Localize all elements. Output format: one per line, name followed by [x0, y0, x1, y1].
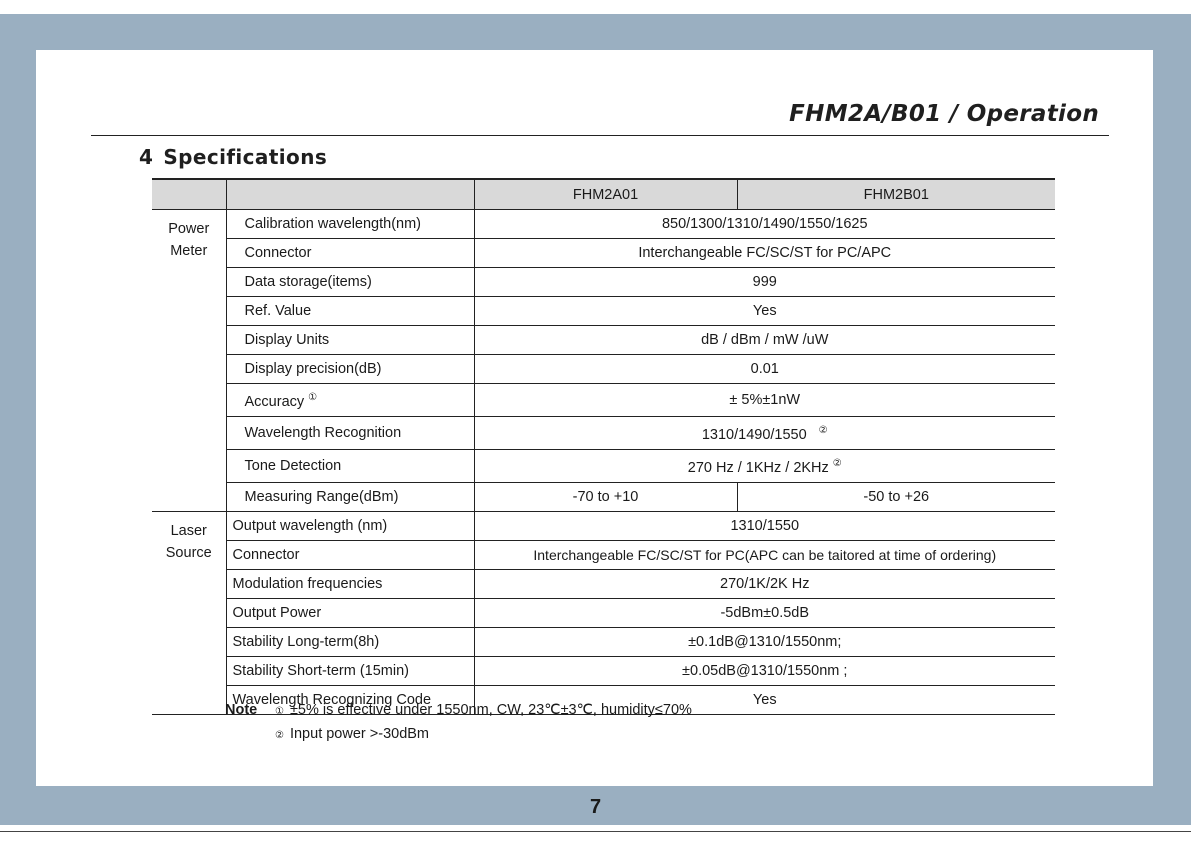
param-cell: Display Units — [226, 326, 474, 355]
param-cell: Calibration wavelength(nm) — [226, 210, 474, 239]
table-row — [152, 297, 1055, 326]
footnote-mark: ② — [275, 730, 284, 741]
note-line-1: Note ① ±5% is effective under 1550nm, CW, 23℃±3℃, humidity≤70% — [225, 699, 692, 723]
table-row — [152, 599, 1055, 628]
param-cell: Output Power — [226, 599, 474, 628]
value-cell: Interchangeable FC/SC/ST for PC(APC can be taitored at time of ordering) — [474, 541, 1055, 570]
value-cell: ± 5%±1nW — [474, 384, 1055, 417]
table-row — [152, 483, 1055, 512]
value-cell: Yes — [474, 686, 1055, 715]
param-cell: Tone Detection — [226, 450, 474, 483]
footnote-mark: ② — [818, 425, 828, 436]
table-header-row — [152, 179, 1055, 210]
table-row — [152, 541, 1055, 570]
param-cell: Stability Short-term (15min) — [226, 657, 474, 686]
table-row — [152, 384, 1055, 417]
param-cell: Connector — [226, 541, 474, 570]
header-cell-fhm2b01: FHM2B01 — [737, 179, 1055, 210]
note-label: Note — [225, 702, 258, 718]
table-row — [152, 268, 1055, 297]
table-row — [152, 210, 1055, 239]
value-cell: ±0.05dB@1310/1550nm ; — [474, 657, 1055, 686]
value-cell: dB / dBm / mW /uW — [474, 326, 1055, 355]
param-cell: Stability Long-term(8h) — [226, 628, 474, 657]
page-number: 7 — [589, 796, 602, 818]
value-cell: 1310/1550 — [474, 512, 1055, 541]
note-line-2: ② Input power >-30dBm — [275, 726, 430, 742]
table-row — [152, 570, 1055, 599]
value-cell-fhm2b01: -50 to +26 — [737, 483, 1055, 512]
table-row — [152, 355, 1055, 384]
value-cell: ±0.1dB@1310/1550nm; — [474, 628, 1055, 657]
header-title: FHM2A/B01 / Operation — [789, 101, 1099, 127]
value-cell: Interchangeable FC/SC/ST for PC/APC — [474, 239, 1055, 268]
value-cell: 850/1300/1310/1490/1550/1625 — [474, 210, 1055, 239]
group-power-meter: Power Meter — [152, 210, 226, 512]
param-cell: Connector — [226, 239, 474, 268]
param-cell: Measuring Range(dBm) — [226, 483, 474, 512]
param-cell: Wavelength Recognizing Code — [226, 686, 474, 715]
param-cell: Accuracy ① — [226, 384, 474, 417]
param-cell: Output wavelength (nm) — [226, 512, 474, 541]
header-cell-param — [226, 179, 474, 210]
group-laser-source: Laser Source — [152, 512, 226, 715]
param-cell: Display precision(dB) — [226, 355, 474, 384]
value-cell: 0.01 — [474, 355, 1055, 384]
table-row — [152, 512, 1055, 541]
section-title — [139, 145, 327, 169]
notes — [225, 699, 692, 747]
param-cell: Ref. Value — [226, 297, 474, 326]
table-row — [152, 628, 1055, 657]
value-cell: Yes — [474, 297, 1055, 326]
spec-table — [152, 178, 1055, 715]
value-cell: -5dBm±0.5dB — [474, 599, 1055, 628]
header-cell-fhm2a01: FHM2A01 — [474, 179, 737, 210]
bottom-rule — [0, 831, 1191, 832]
section-number: 4 — [139, 145, 154, 169]
param-cell: Data storage(items) — [226, 268, 474, 297]
header-cell-group — [152, 179, 226, 210]
section-heading: Specifications — [163, 145, 328, 169]
table-row — [152, 239, 1055, 268]
table-row — [152, 326, 1055, 355]
value-cell: 270/1K/2K Hz — [474, 570, 1055, 599]
table-row — [152, 417, 1055, 450]
value-cell: 999 — [474, 268, 1055, 297]
table-row — [152, 657, 1055, 686]
header-rule — [91, 135, 1109, 136]
footnote-mark: ① — [308, 392, 318, 403]
param-cell: Wavelength Recognition — [226, 417, 474, 450]
table-row — [152, 450, 1055, 483]
footnote-mark: ① — [275, 706, 284, 717]
value-cell-fhm2a01: -70 to +10 — [474, 483, 737, 512]
footnote-mark: ② — [832, 458, 842, 469]
value-cell: 1310/1490/1550 ② — [474, 417, 1055, 450]
param-cell: Modulation frequencies — [226, 570, 474, 599]
value-cell: 270 Hz / 1KHz / 2KHz ② — [474, 450, 1055, 483]
